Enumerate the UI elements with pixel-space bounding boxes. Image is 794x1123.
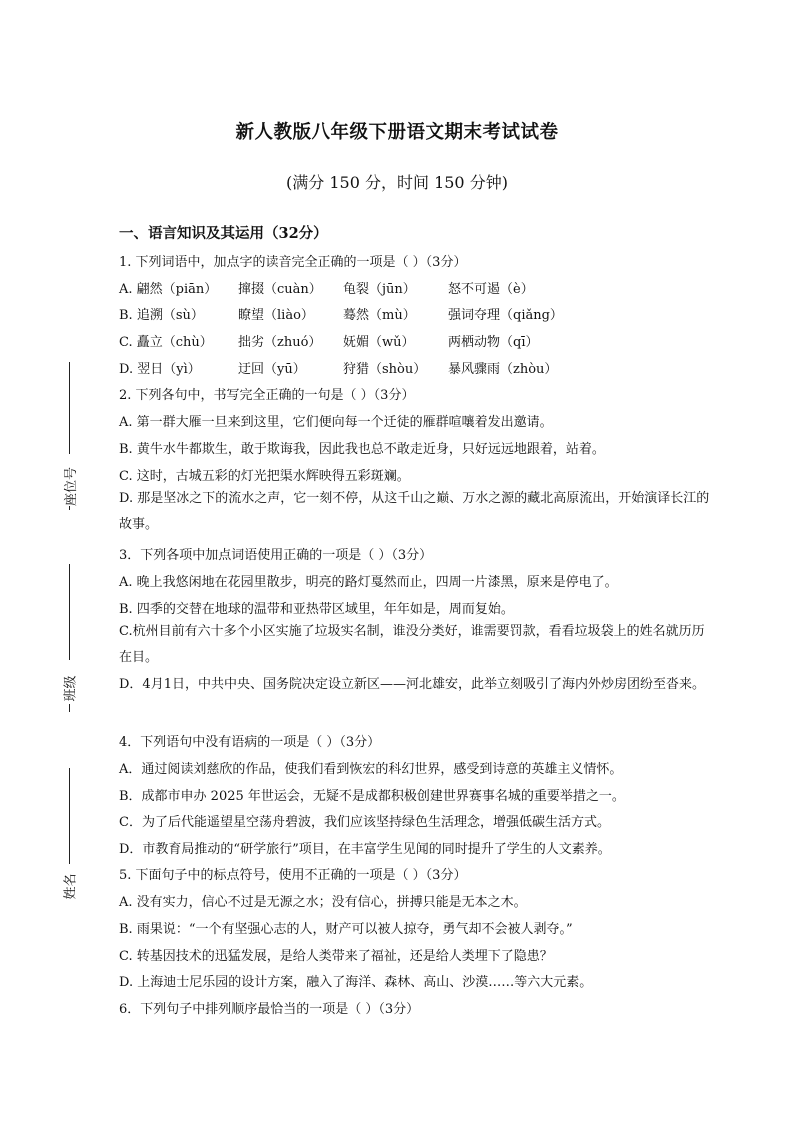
- name-label: 姓名: [63, 872, 79, 900]
- q3-option-b: B. 四季的交替在地球的温带和亚热带区域里，年年如是，周而复始。: [119, 602, 514, 617]
- q4-option-a: A．通过阅读刘慈欣的作品，使我们看到恢宏的科幻世界，感受到诗意的英雄主义情怀。: [119, 762, 623, 777]
- q1-stem: 1. 下列词语中，加点字的读音完全正确的一项是（ ）（3分）: [119, 255, 467, 270]
- option-b-2: 瞭望（liào）: [238, 308, 314, 323]
- q3-option-c: C.杭州目前有六十多个小区实施了垃圾实名制，谁没分类好，谁需要罚款，看看垃圾袋上的姓名就历历在目。: [119, 624, 705, 665]
- q2-option-a: A. 第一群大雁一旦来到这里，它们便向每一个迁徒的雁群喧嚷着发出邀请。: [119, 415, 553, 430]
- option-c-3: 妩媚（wǔ）: [343, 335, 415, 350]
- option-b-1: B. 追溯（sù）: [119, 308, 204, 323]
- exam-title: 新人教版八年级下册语文期末考试试卷: [235, 122, 559, 143]
- option-a-4: 怒不可遏（è）: [448, 282, 534, 297]
- name-line: [69, 768, 70, 864]
- class-line-lower: [69, 704, 70, 712]
- q2-option-d: D. 那是坚冰之下的流水之声，它一刻不停，从这千山之巅、万水之源的藏北高原流出，开始演译长江的故事。: [119, 491, 710, 532]
- q5-option-a: A. 没有实力，信心不过是无源之水；没有信心，拼搏只能是无本之木。: [119, 895, 527, 910]
- q6-stem: 6．下列句子中排列顺序最恰当的一项是（ ）（3分）: [119, 1002, 420, 1017]
- option-a-3: 龟裂（jūn）: [343, 282, 416, 297]
- q5-option-b: B. 雨果说：“一个有坚强心志的人，财产可以被人掠夺，勇气却不会被人剥夺。”: [119, 922, 573, 937]
- option-d-1: D. 翌日（yì）: [119, 362, 201, 377]
- seat-label: 座位号: [63, 466, 79, 506]
- seat-line-lower: [69, 506, 70, 510]
- option-d-2: 迂回（yū）: [238, 362, 306, 377]
- q2-stem: 2. 下列各句中，书写完全正确的一句是（ ）（3分）: [119, 388, 415, 403]
- q4-option-d: D．市教育局推动的“研学旅行”项目，在丰富学生见闻的同时提升了学生的人文素养。: [119, 842, 611, 857]
- q4-option-c: C．为了后代能遥望星空荡舟碧波，我们应该坚持绿色生活理念，增强低碳生活方式。: [119, 815, 610, 830]
- q2-option-b: B. 黄牛水牛都欺生，敢于欺诲我，因此我也总不敢走近身，只好远远地跟着，站着。: [119, 442, 605, 457]
- class-label: 班级: [63, 674, 79, 702]
- q5-stem: 5. 下面句子中的标点符号，使用不正确的一项是（ ）（3分）: [119, 868, 467, 883]
- option-c-2: 拙劣（zhuó）: [238, 335, 322, 350]
- option-b-3: 蓦然（mù）: [343, 308, 416, 323]
- seat-line: [69, 362, 70, 454]
- q3-stem: 3．下列各项中加点词语使用正确的一项是（ ）（3分）: [119, 548, 433, 563]
- option-c-4: 两栖动物（qī）: [448, 335, 539, 350]
- q4-option-b: B．成都市申办 2025 年世运会，无疑不是成都积极创建世界赛事名城的重要举措之一。: [119, 789, 625, 804]
- option-d-3: 狩猎（shòu）: [343, 362, 427, 377]
- q4-stem: 4．下列语句中没有语病的一项是（ ）（3分）: [119, 735, 381, 750]
- option-d-4: 暴风骤雨（zhòu）: [448, 362, 558, 377]
- q3-option-d: D．4月1日，中共中央、国务院决定设立新区——河北雄安，此举立刻吸引了海内外炒房团纷至沓来。: [119, 677, 705, 692]
- option-b-4: 强词夺理（qiǎng）: [448, 308, 563, 323]
- option-c-1: C. 矗立（chù）: [119, 335, 213, 350]
- section-heading: 一、语言知识及其运用（32分）: [119, 225, 328, 242]
- q5-option-c: C. 转基因技术的迅猛发展，是给人类带来了福祉，还是给人类埋下了隐患？: [119, 949, 553, 964]
- option-a-2: 撺掇（cuàn）: [238, 282, 322, 297]
- q5-option-d: D. 上海迪士尼乐园的设计方案，融入了海洋、森林、高山、沙漠……等六大元素。: [119, 975, 593, 990]
- q2-option-c: C. 这时，古城五彩的灯光把渠水辉映得五彩斑斓。: [119, 469, 410, 484]
- option-a-1: A. 翩然（piān）: [119, 282, 218, 297]
- exam-subtitle: (满分 150 分，时间 150 分钟): [286, 173, 508, 192]
- q3-option-a: A. 晚上我悠闲地在花园里散步，明亮的路灯戛然而止，四周一片漆黑，原来是停电了。: [119, 575, 618, 590]
- class-line: [69, 564, 70, 660]
